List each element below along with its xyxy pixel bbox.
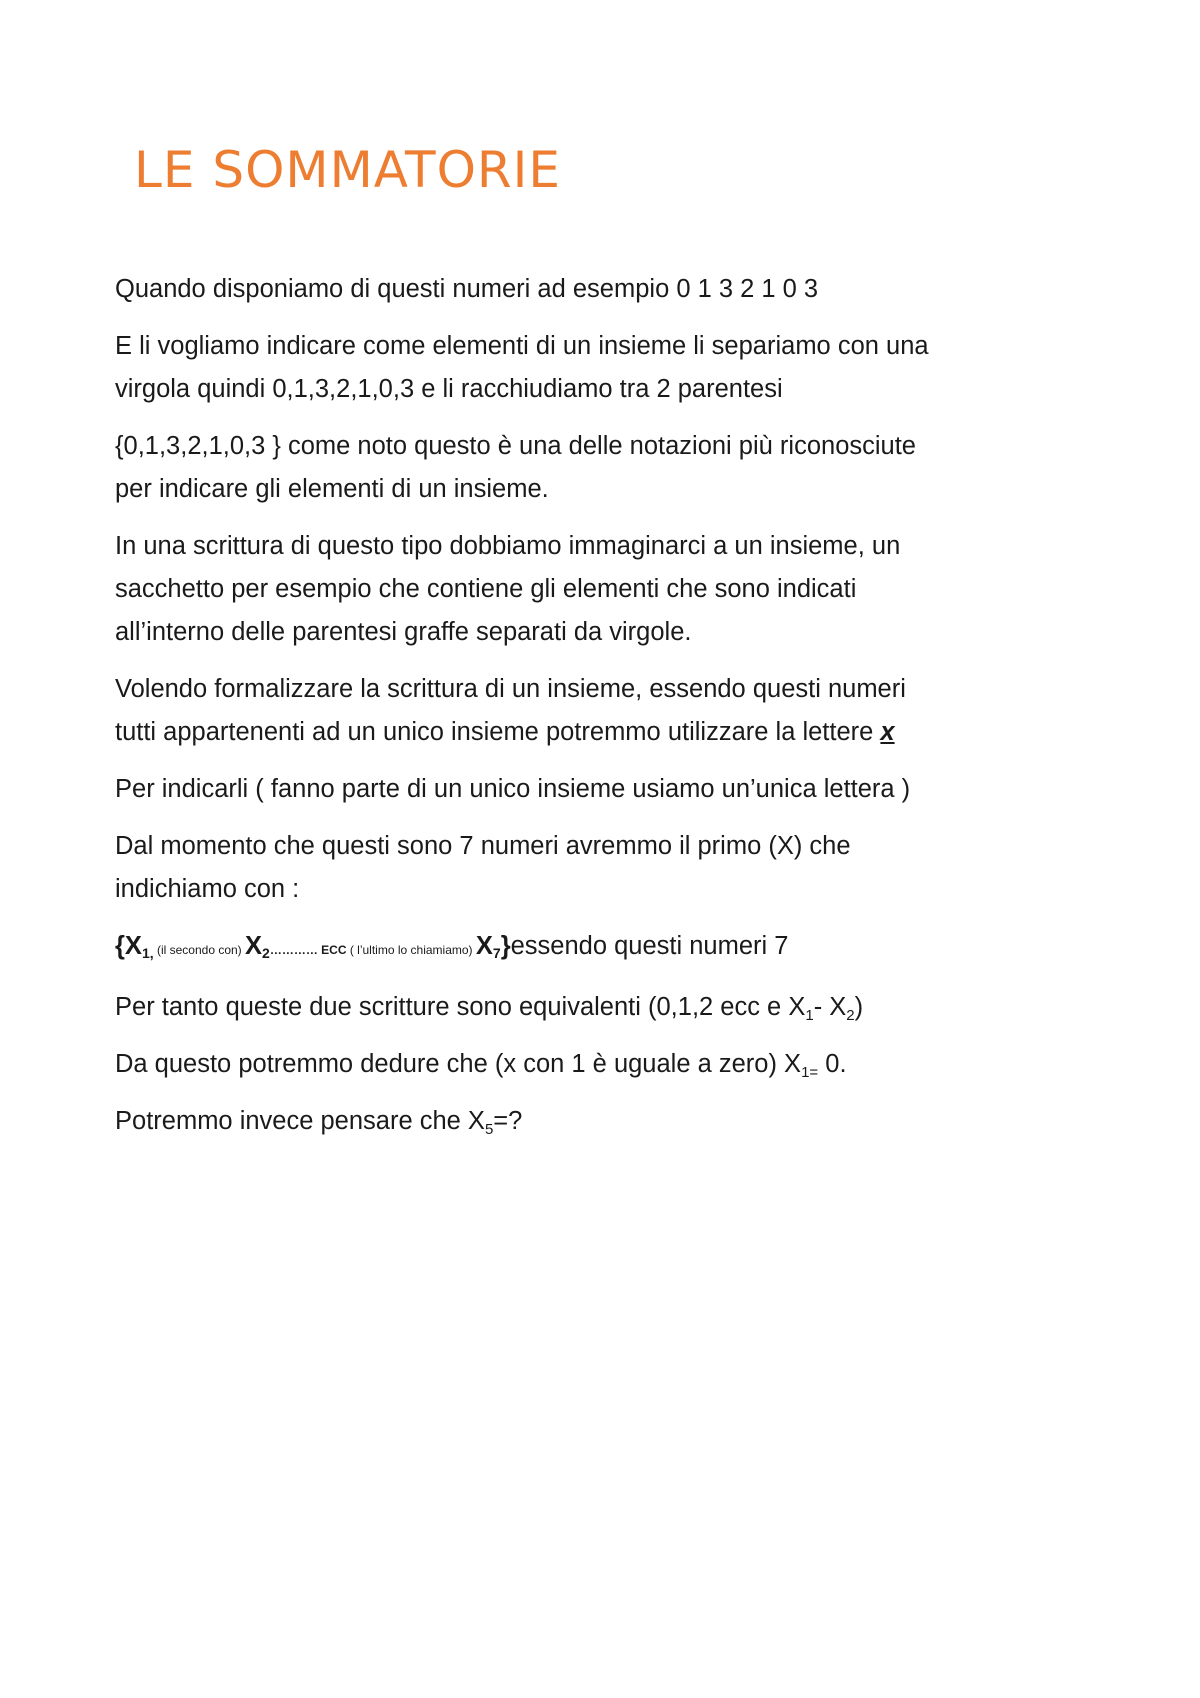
text-run: Per tanto queste due scritture sono equivalenti (0,1,2 ecc e X	[115, 993, 806, 1021]
subscript-1: 1,	[141, 945, 154, 961]
text-run: Da questo potremmo dedure che (x con 1 è uguale a zero) X	[115, 1050, 802, 1078]
note-second: (il secondo con)	[153, 943, 246, 957]
subscript-7: 7	[492, 945, 501, 961]
document-body	[115, 268, 1075, 1157]
paragraph-3	[115, 425, 1075, 511]
paragraph-7	[115, 825, 1075, 911]
text-line	[115, 711, 1075, 754]
text-run: 0.	[818, 1050, 847, 1078]
text-line: per indicare gli elementi di un insieme.	[115, 475, 549, 503]
set-open-x1: {X	[115, 932, 142, 960]
notation-line	[115, 925, 1075, 972]
page-title: LE SOMMATORIE	[134, 141, 562, 199]
text-run: essendo questi numeri 7	[510, 932, 789, 960]
x2-letter: X	[245, 932, 263, 960]
text-line	[115, 986, 1075, 1029]
text-run: Potremmo invece pensare che X	[115, 1107, 485, 1135]
text-run: =?	[493, 1107, 523, 1135]
text-line: all’interno delle parentesi graffe separati da virgole.	[115, 618, 692, 646]
paragraph-6	[115, 768, 1075, 811]
text-run: - X	[813, 993, 847, 1021]
subscript: 2	[846, 1007, 855, 1024]
paragraph-10	[115, 1043, 1075, 1086]
text-line: Quando disponiamo di questi numeri ad esempio 0 1 3 2 1 0 3	[115, 275, 819, 303]
paragraph-2	[115, 325, 1075, 411]
subscript-2: 2	[262, 945, 270, 961]
text-line	[115, 1100, 1075, 1143]
text-line: Dal momento che questi sono 7 numeri avremmo il primo (X) che	[115, 832, 851, 860]
set-close: }	[500, 932, 511, 960]
paragraph-9	[115, 986, 1075, 1029]
paragraph-8	[115, 925, 1075, 972]
x7-letter: X	[475, 932, 493, 960]
subscript: 1=	[801, 1064, 819, 1081]
text-line	[115, 1043, 1075, 1086]
text-line: {0,1,3,2,1,0,3 } come noto questo è una delle notazioni più riconosciute	[115, 432, 916, 460]
paragraph-1	[115, 268, 1075, 311]
text-line: virgola quindi 0,1,3,2,1,0,3 e li racchiudiamo tra 2 parentesi	[115, 375, 783, 403]
paragraph-4	[115, 525, 1075, 654]
text-run: )	[854, 993, 864, 1021]
text-line: sacchetto per esempio che contiene gli elementi che sono indicati	[115, 575, 857, 603]
variable-x: x	[880, 718, 895, 746]
text-line: Per indicarli ( fanno parte di un unico insieme usiamo un’unica lettera )	[115, 775, 911, 803]
subscript: 5	[484, 1121, 494, 1138]
text-line: E li vogliamo indicare come elementi di un insieme li separiamo con una	[115, 332, 929, 360]
subscript: 1	[805, 1007, 814, 1024]
paragraph-11	[115, 1100, 1075, 1143]
paragraph-5	[115, 668, 1075, 754]
text-line: indichiamo con :	[115, 875, 300, 903]
note-last: ( l’ultimo lo chiamiamo)	[346, 943, 476, 957]
text-run: tutti appartenenti ad un unico insieme potremmo utilizzare la lettere	[115, 718, 881, 746]
text-line: Volendo formalizzare la scrittura di un insieme, essendo questi numeri	[115, 675, 906, 703]
ecc-dots: ………… ECC	[269, 943, 347, 957]
text-line: In una scrittura di questo tipo dobbiamo immaginarci a un insieme, un	[115, 532, 901, 560]
